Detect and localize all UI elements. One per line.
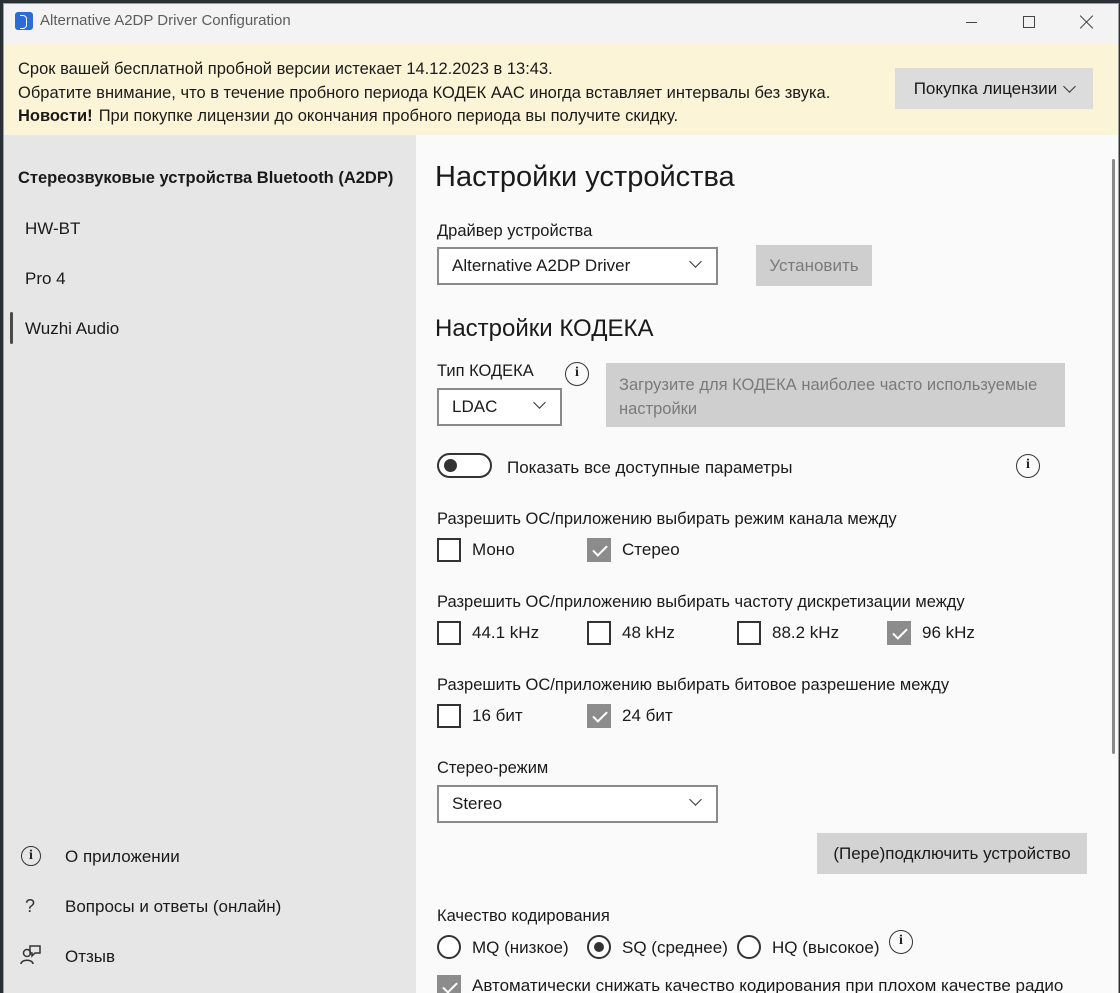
rate-44-1-label: 44.1 kHz (472, 623, 540, 642)
sidebar-item-wuzhi-audio[interactable]: Wuzhi Audio (25, 319, 120, 338)
sidebar (4, 135, 416, 993)
bit-16-label: 16 бит (472, 706, 523, 725)
stereo-mode-value: Stereo (452, 794, 503, 813)
codec-type-value: LDAC (452, 397, 498, 416)
maximize-icon (1023, 16, 1035, 28)
driver-label: Драйвер устройства (437, 222, 593, 240)
codec-type-dropdown[interactable] (437, 388, 562, 426)
codec-info-icon[interactable]: i (565, 362, 589, 386)
title-bar (4, 4, 1118, 40)
news-text: При покупке лицензии до окончания пробного периода вы получите скидку. (98, 107, 679, 125)
sample-rate-label: Разрешить ОС/приложению выбирать частоту дискретизации между (437, 593, 965, 611)
quality-label: Качество кодирования (437, 907, 610, 925)
faq-link[interactable] (4, 888, 416, 928)
quality-sq-label: SQ (среднее) (622, 938, 728, 957)
faq-label: Вопросы и ответы (онлайн) (65, 897, 282, 916)
minimize-icon (966, 22, 977, 23)
chevron-down-icon (1063, 80, 1076, 93)
close-icon (1080, 15, 1094, 29)
minimize-button[interactable] (942, 4, 1000, 40)
stereo-label: Стерео (622, 540, 680, 559)
about-label: О приложении (65, 847, 180, 866)
page-title: Настройки устройства (435, 161, 735, 193)
auto-reduce-checkbox[interactable] (437, 975, 461, 993)
rate-88-2-checkbox[interactable] (737, 621, 761, 645)
mono-checkbox[interactable] (437, 538, 461, 562)
rate-44-1-checkbox[interactable] (437, 621, 461, 645)
quality-info-icon[interactable]: i (889, 930, 913, 954)
channel-mode-label: Разрешить ОС/приложению выбирать режим канала между (437, 510, 897, 528)
stereo-mode-dropdown[interactable] (437, 785, 718, 823)
feedback-label: Отзыв (65, 947, 116, 966)
quality-sq-radio[interactable] (587, 935, 611, 959)
driver-dropdown-value: Alternative A2DP Driver (452, 256, 631, 275)
bit-24-checkbox[interactable] (587, 704, 611, 728)
chevron-down-icon (533, 396, 546, 409)
info-icon: i (21, 846, 41, 866)
rate-48-label: 48 kHz (622, 623, 675, 642)
quality-hq-radio[interactable] (737, 935, 761, 959)
driver-dropdown[interactable] (437, 247, 718, 285)
chevron-down-icon (689, 793, 702, 806)
rate-96-checkbox[interactable] (887, 621, 911, 645)
app-window (4, 4, 1118, 993)
sidebar-title: Стереозвуковые устройства Bluetooth (A2DP) (18, 169, 394, 187)
news-label: Новости! (18, 107, 93, 125)
about-link[interactable] (4, 838, 416, 878)
codec-settings-title: Настройки КОДЕКА (435, 315, 654, 342)
codec-type-label: Тип КОДЕКА (437, 362, 534, 380)
buy-license-button[interactable] (895, 68, 1093, 109)
news-line (18, 107, 678, 126)
show-all-params-label: Показать все доступные параметры (507, 458, 793, 477)
question-icon: ? (24, 896, 35, 916)
load-common-settings-button[interactable]: Загрузите для КОДЕКА наиболее часто используемые настройки (606, 363, 1065, 427)
maximize-button[interactable] (1000, 4, 1058, 40)
settings-panel (416, 135, 1118, 993)
trial-banner (4, 44, 1118, 135)
params-info-icon[interactable]: i (1016, 454, 1040, 478)
auto-reduce-label: Автоматически снижать качество кодирования при плохом качестве радио (472, 976, 1064, 993)
install-button[interactable]: Установить (756, 245, 872, 286)
trial-expiry-text: Срок вашей бесплатной пробной версии истекает 14.12.2023 в 13:43. (18, 60, 553, 78)
stereo-mode-label: Стерео-режим (437, 759, 549, 777)
window-title: Alternative A2DP Driver Configuration (40, 12, 291, 29)
feedback-link[interactable] (4, 938, 416, 978)
chevron-down-icon (689, 255, 702, 268)
selection-indicator (10, 312, 13, 344)
bit-16-checkbox[interactable] (437, 704, 461, 728)
reconnect-device-button[interactable]: (Пере)подключить устройство (817, 833, 1087, 874)
rate-96-label: 96 kHz (922, 623, 975, 642)
close-button[interactable] (1058, 4, 1116, 40)
buy-license-label: Покупка лицензии (913, 78, 1058, 98)
quality-mq-radio[interactable] (437, 935, 461, 959)
quality-hq-label: HQ (высокое) (772, 938, 880, 957)
scrollbar[interactable] (1112, 159, 1115, 754)
sidebar-item-hw-bt[interactable]: HW-BT (25, 219, 81, 238)
bluetooth-app-icon (15, 12, 33, 30)
mono-label: Моно (472, 540, 515, 559)
stereo-checkbox[interactable] (587, 538, 611, 562)
quality-mq-label: MQ (низкое) (472, 938, 569, 957)
rate-88-2-label: 88.2 kHz (772, 623, 840, 642)
sidebar-item-pro-4[interactable]: Pro 4 (25, 269, 66, 288)
feedback-icon (20, 944, 42, 966)
aac-notice-text: Обратите внимание, что в течение пробного периода КОДЕК AAC иногда вставляет интервалы без звука. (18, 84, 831, 102)
bit-depth-label: Разрешить ОС/приложению выбирать битовое разрешение между (437, 676, 950, 694)
bit-24-label: 24 бит (622, 706, 673, 725)
rate-48-checkbox[interactable] (587, 621, 611, 645)
show-all-params-toggle[interactable] (437, 453, 492, 478)
